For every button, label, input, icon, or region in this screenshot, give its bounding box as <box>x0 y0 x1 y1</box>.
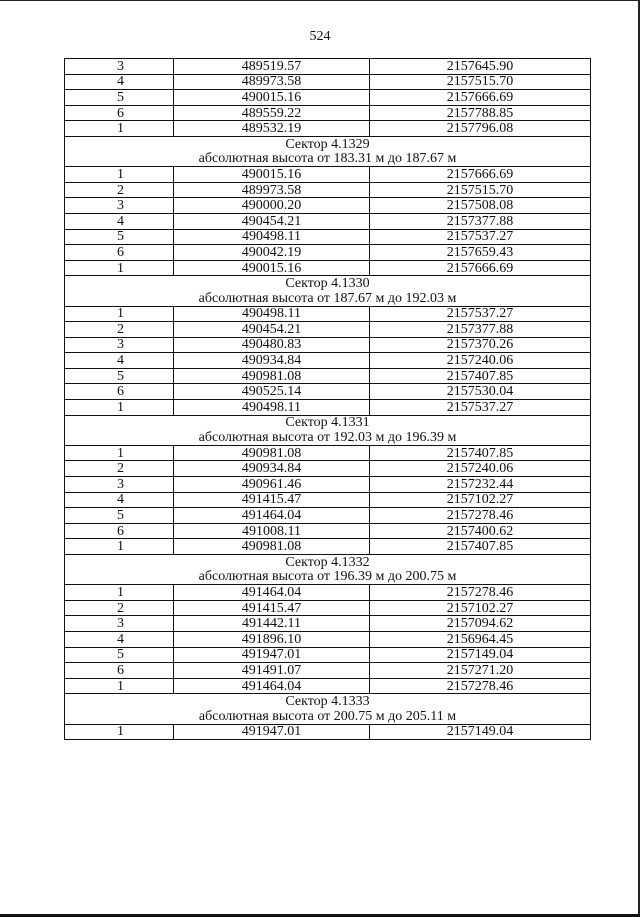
point-number-cell: 4 <box>65 492 174 508</box>
y-coordinate-cell: 2157788.85 <box>370 105 591 121</box>
table-row <box>65 213 591 229</box>
y-coordinate-cell: 2157508.08 <box>370 198 591 214</box>
point-number-cell: 2 <box>65 182 174 198</box>
x-coordinate-cell: 489973.58 <box>174 182 370 198</box>
point-number-cell: 6 <box>65 384 174 400</box>
point-number-cell: 3 <box>65 198 174 214</box>
point-number-cell: 4 <box>65 353 174 369</box>
y-coordinate-cell: 2157407.85 <box>370 539 591 555</box>
x-coordinate-cell: 490498.11 <box>174 229 370 245</box>
y-coordinate-cell: 2157407.85 <box>370 368 591 384</box>
y-coordinate-cell: 2156964.45 <box>370 631 591 647</box>
table-row <box>65 647 591 663</box>
table-row <box>65 229 591 245</box>
x-coordinate-cell: 491464.04 <box>174 585 370 601</box>
y-coordinate-cell: 2157377.88 <box>370 322 591 338</box>
x-coordinate-cell: 490015.16 <box>174 167 370 183</box>
point-number-cell: 1 <box>65 445 174 461</box>
point-number-cell: 3 <box>65 616 174 632</box>
y-coordinate-cell: 2157232.44 <box>370 477 591 493</box>
sector-altitude: абсолютная высота от 192.03 м до 196.39 м <box>65 430 591 445</box>
x-coordinate-cell: 490981.08 <box>174 368 370 384</box>
y-coordinate-cell: 2157659.43 <box>370 245 591 261</box>
point-number-cell: 1 <box>65 585 174 601</box>
x-coordinate-cell: 490454.21 <box>174 213 370 229</box>
table-row <box>65 322 591 338</box>
sector-title: Сектор 4.1332 <box>65 555 591 570</box>
point-number-cell: 4 <box>65 213 174 229</box>
x-coordinate-cell: 491947.01 <box>174 647 370 663</box>
y-coordinate-cell: 2157537.27 <box>370 229 591 245</box>
table-row <box>65 59 591 75</box>
sector-title: Сектор 4.1333 <box>65 694 591 709</box>
x-coordinate-cell: 489559.22 <box>174 105 370 121</box>
y-coordinate-cell: 2157094.62 <box>370 616 591 632</box>
table-row <box>65 539 591 555</box>
table-row <box>65 523 591 539</box>
sector-altitude-row <box>65 291 591 306</box>
y-coordinate-cell: 2157102.27 <box>370 600 591 616</box>
point-number-cell: 2 <box>65 600 174 616</box>
coordinates-table-body <box>65 59 591 740</box>
y-coordinate-cell: 2157278.46 <box>370 585 591 601</box>
table-row <box>65 121 591 137</box>
y-coordinate-cell: 2157537.27 <box>370 306 591 322</box>
point-number-cell: 6 <box>65 105 174 121</box>
point-number-cell: 1 <box>65 724 174 740</box>
x-coordinate-cell: 491947.01 <box>174 724 370 740</box>
point-number-cell: 5 <box>65 508 174 524</box>
table-row <box>65 445 591 461</box>
x-coordinate-cell: 490015.16 <box>174 90 370 106</box>
sector-title: Сектор 4.1330 <box>65 276 591 291</box>
table-row <box>65 508 591 524</box>
y-coordinate-cell: 2157530.04 <box>370 384 591 400</box>
point-number-cell: 3 <box>65 477 174 493</box>
sector-title-row <box>65 415 591 430</box>
x-coordinate-cell: 490498.11 <box>174 400 370 416</box>
x-coordinate-cell: 490525.14 <box>174 384 370 400</box>
point-number-cell: 4 <box>65 631 174 647</box>
table-row <box>65 260 591 276</box>
y-coordinate-cell: 2157666.69 <box>370 167 591 183</box>
table-row <box>65 182 591 198</box>
sector-altitude-row <box>65 570 591 585</box>
y-coordinate-cell: 2157278.46 <box>370 508 591 524</box>
x-coordinate-cell: 490934.84 <box>174 461 370 477</box>
x-coordinate-cell: 490961.46 <box>174 477 370 493</box>
point-number-cell: 1 <box>65 539 174 555</box>
table-row <box>65 477 591 493</box>
x-coordinate-cell: 490934.84 <box>174 353 370 369</box>
scan-border-top <box>0 0 640 1</box>
x-coordinate-cell: 491415.47 <box>174 492 370 508</box>
table-row <box>65 492 591 508</box>
x-coordinate-cell: 491415.47 <box>174 600 370 616</box>
y-coordinate-cell: 2157278.46 <box>370 678 591 694</box>
table-row <box>65 306 591 322</box>
point-number-cell: 1 <box>65 260 174 276</box>
y-coordinate-cell: 2157400.62 <box>370 523 591 539</box>
y-coordinate-cell: 2157666.69 <box>370 90 591 106</box>
table-row <box>65 368 591 384</box>
point-number-cell: 3 <box>65 59 174 75</box>
sector-altitude: абсолютная высота от 183.31 м до 187.67 м <box>65 152 591 167</box>
point-number-cell: 5 <box>65 647 174 663</box>
y-coordinate-cell: 2157149.04 <box>370 724 591 740</box>
point-number-cell: 4 <box>65 74 174 90</box>
x-coordinate-cell: 490981.08 <box>174 445 370 461</box>
x-coordinate-cell: 490981.08 <box>174 539 370 555</box>
y-coordinate-cell: 2157377.88 <box>370 213 591 229</box>
y-coordinate-cell: 2157796.08 <box>370 121 591 137</box>
sector-title-row <box>65 136 591 151</box>
sector-altitude-row <box>65 152 591 167</box>
sector-title-row <box>65 276 591 291</box>
y-coordinate-cell: 2157240.06 <box>370 461 591 477</box>
x-coordinate-cell: 490000.20 <box>174 198 370 214</box>
x-coordinate-cell: 491491.07 <box>174 663 370 679</box>
sector-title-row <box>65 555 591 570</box>
table-row <box>65 663 591 679</box>
point-number-cell: 5 <box>65 229 174 245</box>
point-number-cell: 5 <box>65 90 174 106</box>
x-coordinate-cell: 490042.19 <box>174 245 370 261</box>
x-coordinate-cell: 491464.04 <box>174 678 370 694</box>
table-row <box>65 585 591 601</box>
sector-title-row <box>65 694 591 709</box>
y-coordinate-cell: 2157149.04 <box>370 647 591 663</box>
sector-altitude-row <box>65 430 591 445</box>
y-coordinate-cell: 2157515.70 <box>370 74 591 90</box>
sector-title: Сектор 4.1331 <box>65 415 591 430</box>
table-row <box>65 167 591 183</box>
y-coordinate-cell: 2157240.06 <box>370 353 591 369</box>
table-row <box>65 90 591 106</box>
y-coordinate-cell: 2157407.85 <box>370 445 591 461</box>
point-number-cell: 1 <box>65 167 174 183</box>
table-row <box>65 353 591 369</box>
table-row <box>65 631 591 647</box>
x-coordinate-cell: 491896.10 <box>174 631 370 647</box>
x-coordinate-cell: 490454.21 <box>174 322 370 338</box>
sector-altitude: абсолютная высота от 200.75 м до 205.11 м <box>65 709 591 724</box>
table-row <box>65 74 591 90</box>
point-number-cell: 5 <box>65 368 174 384</box>
x-coordinate-cell: 489519.57 <box>174 59 370 75</box>
x-coordinate-cell: 489532.19 <box>174 121 370 137</box>
point-number-cell: 1 <box>65 400 174 416</box>
x-coordinate-cell: 489973.58 <box>174 74 370 90</box>
table-row <box>65 724 591 740</box>
coordinates-table-wrap <box>64 58 590 740</box>
point-number-cell: 2 <box>65 461 174 477</box>
coordinates-table <box>64 58 591 740</box>
y-coordinate-cell: 2157645.90 <box>370 59 591 75</box>
page-number: 524 <box>309 29 331 44</box>
table-row <box>65 400 591 416</box>
sector-altitude: абсолютная высота от 196.39 м до 200.75 м <box>65 570 591 585</box>
table-row <box>65 600 591 616</box>
y-coordinate-cell: 2157515.70 <box>370 182 591 198</box>
y-coordinate-cell: 2157370.26 <box>370 337 591 353</box>
table-row <box>65 105 591 121</box>
y-coordinate-cell: 2157271.20 <box>370 663 591 679</box>
x-coordinate-cell: 491464.04 <box>174 508 370 524</box>
point-number-cell: 3 <box>65 337 174 353</box>
y-coordinate-cell: 2157537.27 <box>370 400 591 416</box>
point-number-cell: 1 <box>65 121 174 137</box>
point-number-cell: 6 <box>65 663 174 679</box>
x-coordinate-cell: 490015.16 <box>174 260 370 276</box>
point-number-cell: 6 <box>65 245 174 261</box>
table-row <box>65 337 591 353</box>
point-number-cell: 2 <box>65 322 174 338</box>
y-coordinate-cell: 2157102.27 <box>370 492 591 508</box>
point-number-cell: 1 <box>65 678 174 694</box>
x-coordinate-cell: 491008.11 <box>174 523 370 539</box>
x-coordinate-cell: 490498.11 <box>174 306 370 322</box>
table-row <box>65 245 591 261</box>
table-row <box>65 616 591 632</box>
point-number-cell: 6 <box>65 523 174 539</box>
x-coordinate-cell: 490480.83 <box>174 337 370 353</box>
sector-altitude: абсолютная высота от 187.67 м до 192.03 м <box>65 291 591 306</box>
sector-title: Сектор 4.1329 <box>65 136 591 151</box>
x-coordinate-cell: 491442.11 <box>174 616 370 632</box>
table-row <box>65 198 591 214</box>
point-number-cell: 1 <box>65 306 174 322</box>
table-row <box>65 678 591 694</box>
sector-altitude-row <box>65 709 591 724</box>
table-row <box>65 384 591 400</box>
y-coordinate-cell: 2157666.69 <box>370 260 591 276</box>
table-row <box>65 461 591 477</box>
